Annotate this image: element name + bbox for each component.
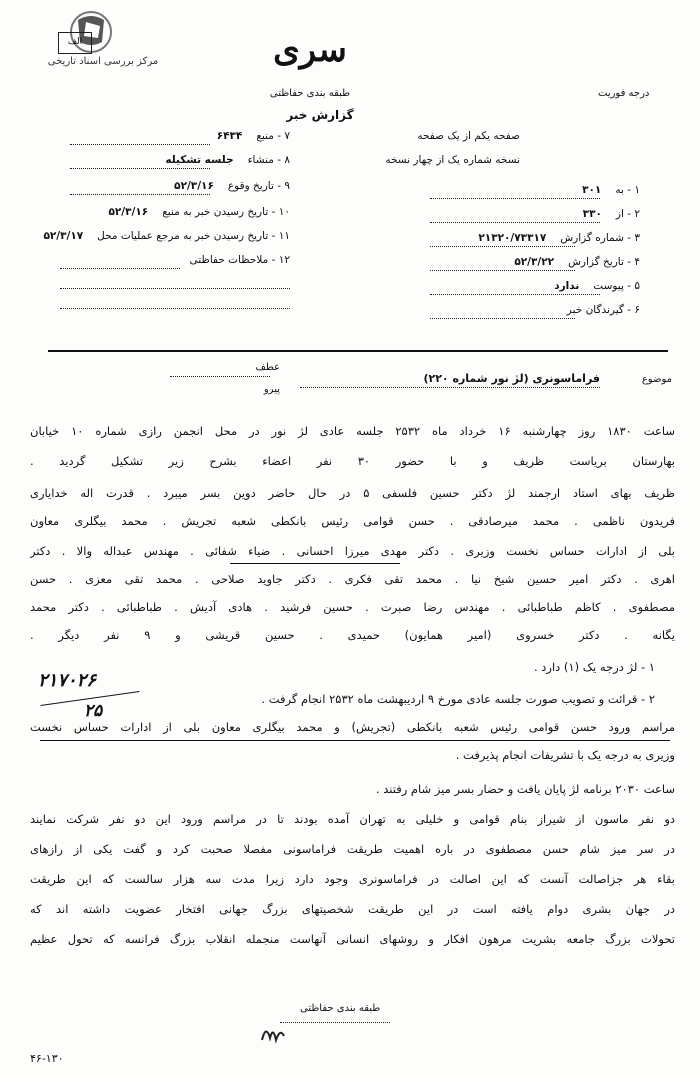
field-receipt-date-local: ۱۱ - تاریخ رسیدن خبر به مرجع عملیات محل۵۲/۳/۱۷ xyxy=(43,230,290,242)
footer-classification: طبقه بندی حفاظتی xyxy=(300,1003,381,1014)
field-receipt-date-source: ۱۰ - تاریخ رسیدن خبر به منبع۵۲/۳/۱۶ xyxy=(108,206,290,218)
signature-mark xyxy=(258,1018,288,1052)
document-stamp: الف xyxy=(58,32,92,54)
followup-label: پیرو xyxy=(263,384,280,395)
body-line: ظریف بهای استاد ارجمند لژ دکتر حسین فلسفی ۵ در حال حاضر دوین بسر میبرد . قدرت اله خدایاری xyxy=(30,486,675,500)
field-security-notes: ۱۲ - ملاحظات حفاظتی xyxy=(189,254,290,266)
handwritten-number-sub: ۲۵ xyxy=(83,701,103,721)
body-line: وزیری به درجه یک با تشریفات انجام پذیرفت . xyxy=(455,748,675,762)
body-line: بلی از ادارات حساس نخست وزیری . دکتر مهدی میرزا احسانی . ضیاء شفائی . مهندس عبداله والا . دکتر xyxy=(30,544,675,558)
archive-logo xyxy=(18,8,188,74)
field-from: ۲ - از۳۳۰ xyxy=(582,208,640,220)
body-line: فریدون ناظمی . محمد میرصادقی . حسن قوامی رئیس بانکطی شعبه تجریش . محمد بیگلری معاون xyxy=(30,514,675,528)
body-line: اهری . دکتر امیر حسین شیخ نیا . محمد تقی فکری . دکتر جاوید صلاحی . محمد تقی معزی . حسن xyxy=(30,572,675,586)
field-line xyxy=(430,222,600,223)
report-title: گزارش خبر xyxy=(286,108,354,122)
field-line xyxy=(70,168,210,169)
body-line: ساعت ۱۸۳۰ روز چهارشنبه ۱۶ خرداد ماه ۲۵۳۲ جلسه عادی لژ نور در محل انجمن رازی شماره ۱۰ خیابان xyxy=(30,424,675,438)
logo-caption: مرکز بررسی اسناد تاریخی xyxy=(47,56,159,67)
header-divider xyxy=(48,350,668,352)
body-line: بقاء هر جزاصالت آنست که این اصالت در فراماسونری وجود دارد زیرا مدت سه هزار سالست که این طریقت xyxy=(30,872,675,886)
subject-line xyxy=(300,387,600,388)
body-line: در جهان بشری دوام یافته است در این طریقت شخصیتهای بزرگ جهانی افتخار عضویت داشته اند که xyxy=(30,902,675,916)
field-to: ۱ - به۳۰۱ xyxy=(582,184,640,196)
handwritten-number-main: ۲۱۷۰۲۶ xyxy=(38,670,97,691)
field-source: ۷ - منبع۶۴۳۴ xyxy=(216,130,290,142)
body-line: دو نفر ماسون از شیراز بنام قوامی و خلیلی به تهران آمده بودند تا در مراسم ورود این دو نفر شرکت نمایند xyxy=(30,812,675,826)
body-line: در سر میز شام حسن مصطفوی در باره اهمیت طریقت فراماسونی مفصلا صحبت کرد و گفت یکی از رازهای xyxy=(30,842,675,856)
subject-label: موضوع xyxy=(641,374,672,385)
reference-label: عطف xyxy=(255,362,280,373)
field-line xyxy=(70,194,210,195)
handwritten-number xyxy=(38,670,148,721)
page-info-1: صفحه یکم از یک صفحه xyxy=(417,130,520,142)
urgency-label: درجه فوریت xyxy=(598,88,650,99)
page-info-2: نسخه شماره یک از چهار نسخه xyxy=(385,154,520,166)
footer-line xyxy=(280,1022,390,1023)
field-line xyxy=(70,144,210,145)
field-line xyxy=(60,308,290,309)
body-line: ساعت ۲۰۳۰ برنامه لژ پایان یافت و حضار بسر میز شام رفتند . xyxy=(375,782,675,796)
body-line: مصطفوی . کاظم طباطبائی . مهندس رضا صبرت . حسین فرشید . هادی آدیش . طباطبائی . دکتر محمد xyxy=(30,600,675,614)
field-line xyxy=(430,246,575,247)
field-line xyxy=(430,270,575,271)
field-line xyxy=(430,318,575,319)
body-line: یگانه . دکتر خسروی (امیر همایون) حمیدی . حسین قریشی و ۹ نفر دیگر . xyxy=(30,628,675,642)
secret-title: سری xyxy=(273,30,347,70)
field-origin: ۸ - منشاءجلسه تشکیله xyxy=(165,154,290,166)
field-report-date: ۴ - تاریخ گزارش۵۲/۳/۲۲ xyxy=(514,256,640,268)
name-underline xyxy=(230,563,400,564)
body-line: تحولات بزرگ جامعه بشریت مرهون افکار و روشهای انسانی آنهاست منجمله انقلاب بزرگ فرانسه که تحول عظیم xyxy=(30,932,675,946)
signature-icon xyxy=(258,1018,288,1048)
body-line: مراسم ورود حسن قوامی رئیس شعبه بانکطی (تجریش) و محمد بیگلری معاون بلی از ادارات حساس نخست xyxy=(30,720,675,734)
page-number: ۴۶-۱۳۰ xyxy=(30,1052,64,1065)
classification-label: طبقه بندی حفاظتی xyxy=(269,88,351,99)
field-event-date: ۹ - تاریخ وقوع۵۲/۳/۱۶ xyxy=(174,180,290,192)
field-recipients: ۶ - گیرندگان خبر xyxy=(566,304,640,316)
field-line xyxy=(60,288,290,289)
field-line xyxy=(430,294,600,295)
body-line: ۲ - قرائت و تصویب صورت جلسه عادی مورخ ۹ اردیبهشت ماه ۲۵۳۲ انجام گرفت . xyxy=(261,692,655,706)
body-line: بهارستان بریاست ظریف و با حضور ۳۰ نفر اعضاء بشرح زیر تشکیل گردید . xyxy=(30,454,675,468)
ceremony-underline xyxy=(40,740,670,741)
field-report-number: ۳ - شماره گزارش۲۱۳۲۰/۷۳۳۱۷ xyxy=(478,232,640,244)
body-line: ۱ - لژ درجه یک (۱) دارد . xyxy=(533,660,655,674)
reference-line xyxy=(170,376,270,377)
field-line xyxy=(430,198,600,199)
field-line xyxy=(60,268,180,269)
subject-text: فراماسونری (لژ نور شماره ۲۲۰) xyxy=(423,372,600,385)
field-attachment: ۵ - پیوستندارد xyxy=(554,280,640,292)
